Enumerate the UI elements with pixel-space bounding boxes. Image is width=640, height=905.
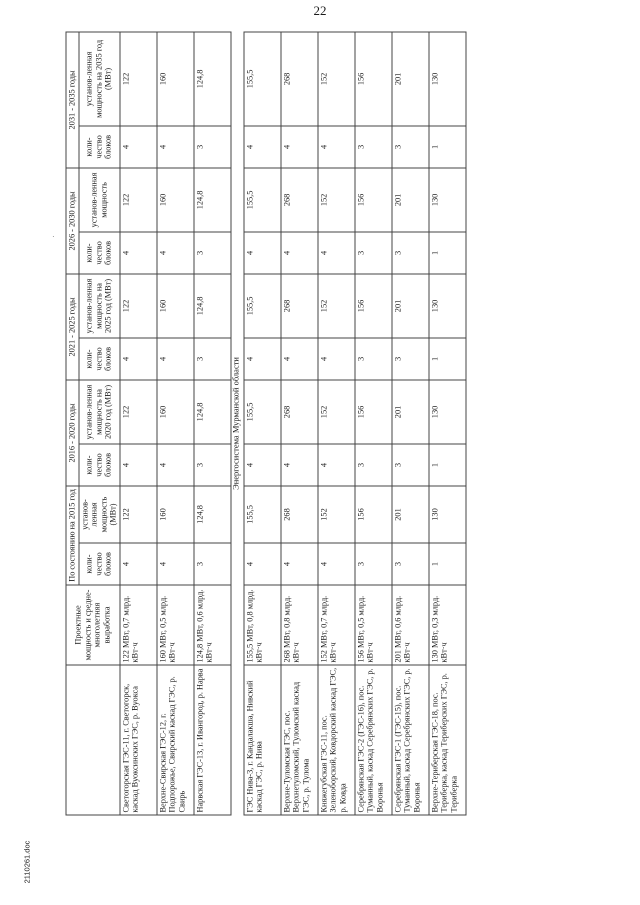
blank-cell — [465, 379, 488, 443]
cell-power: 160 — [156, 31, 193, 125]
cell-block-count: 3 — [391, 543, 428, 585]
header-group-2030: 2026 - 2030 годы — [66, 167, 79, 273]
blank-cell — [465, 543, 488, 585]
cell-power: 156 — [354, 31, 391, 125]
plant-design: 160 МВт, 0,5 млрд. кВт·ч — [156, 585, 193, 665]
plant-name: ГЭС Нива-3, г. Кандалакша, Нивский каскад ГЭС, р. Нива — [243, 665, 280, 815]
cell-power: 130 — [428, 167, 465, 231]
cell-block-count: 4 — [119, 231, 156, 273]
cell-power: 156 — [354, 379, 391, 443]
cell-block-count: 4 — [156, 231, 193, 273]
cell-block-count: 4 — [156, 125, 193, 167]
footer — [20, 836, 34, 888]
cell-block-count: 4 — [119, 543, 156, 585]
plant-name: Нарвская ГЭС-13, г. Ивангород, р. Нарва — [193, 665, 230, 815]
cell-power: 268 — [280, 273, 317, 337]
cell-block-count: 4 — [156, 443, 193, 485]
cell-power: 122 — [119, 485, 156, 542]
cell-power: 156 — [354, 485, 391, 542]
cell-power: 155,5 — [243, 379, 280, 443]
cell-power: 201 — [391, 31, 428, 125]
cell-power: 130 — [428, 273, 465, 337]
blank-cell — [465, 337, 488, 379]
plant-design: 122 МВт, 0,7 млрд. кВт·ч — [119, 585, 156, 665]
cell-block-count: 4 — [119, 125, 156, 167]
header-power: установ-ленная мощность (МВт) — [78, 485, 119, 542]
cell-power: 201 — [391, 379, 428, 443]
blank-cell — [465, 485, 488, 542]
header-power: установ-ленная мощность на 2020 год (МВт) — [78, 379, 119, 443]
cell-power: 268 — [280, 379, 317, 443]
region-row — [230, 31, 243, 814]
cell-block-count: 3 — [193, 443, 230, 485]
cell-block-count: 4 — [243, 337, 280, 379]
table-row — [428, 31, 465, 814]
cell-power: 152 — [317, 379, 354, 443]
table-row — [243, 31, 280, 814]
cell-power: 160 — [156, 273, 193, 337]
cell-block-count: 3 — [354, 543, 391, 585]
cell-power: 160 — [156, 379, 193, 443]
cell-block-count: 3 — [391, 125, 428, 167]
cell-block-count: 4 — [119, 337, 156, 379]
plant-design: 156 МВт, 0,5 млрд. кВт·ч — [354, 585, 391, 665]
header-count: коли-чество блоков — [78, 337, 119, 379]
cell-power: 268 — [280, 167, 317, 231]
cell-block-count: 1 — [428, 443, 465, 485]
blank-cell — [465, 273, 488, 337]
cell-block-count: 3 — [354, 125, 391, 167]
cell-power: 155,5 — [243, 167, 280, 231]
cell-power: 156 — [354, 167, 391, 231]
plant-name: Серебрянская ГЭС-2 (ГЭС-16), пос. Туманный, каскад Серебрянских ГЭС, р. Воронья — [354, 665, 391, 815]
cell-block-count: 3 — [193, 125, 230, 167]
cell-block-count: 4 — [317, 231, 354, 273]
cell-block-count: 4 — [280, 125, 317, 167]
table-row — [317, 31, 354, 814]
cell-power: 124,8 — [193, 31, 230, 125]
header-power: установ-ленная мощность — [78, 167, 119, 231]
plant-name: Верхне-Свирская ГЭС-12, г. Подпорожье, Свирский каскад ГЭС, р. Свирь — [156, 665, 193, 815]
table-row — [391, 31, 428, 814]
blank-cell — [465, 585, 488, 665]
header-design: Проектные мощность и средне-многолетняя выработка — [66, 585, 120, 665]
cell-block-count: 4 — [317, 337, 354, 379]
plant-design: 155,5 МВт, 0,8 млрд. кВт·ч — [243, 585, 280, 665]
cell-power: 268 — [280, 31, 317, 125]
cell-block-count: 4 — [280, 543, 317, 585]
margin-mark: · — [52, 232, 55, 241]
cell-block-count: 3 — [193, 337, 230, 379]
cell-power: 130 — [428, 485, 465, 542]
cell-block-count: 3 — [354, 337, 391, 379]
cell-power: 201 — [391, 485, 428, 542]
cell-block-count: 4 — [280, 231, 317, 273]
header-count: коли-чество блоков — [78, 443, 119, 485]
cell-power: 155,5 — [243, 273, 280, 337]
table-area — [65, 32, 625, 815]
cell-block-count: 4 — [156, 337, 193, 379]
cell-block-count: 4 — [317, 443, 354, 485]
cell-block-count: 4 — [243, 231, 280, 273]
cell-block-count: 3 — [391, 337, 428, 379]
cell-block-count: 1 — [428, 231, 465, 273]
plant-name: Серебрянская ГЭС-1 (ГЭС-15), пос. Туманный, каскад Серебрянских ГЭС, р. Воронья — [391, 665, 428, 815]
header-count: коли-чество блоков — [78, 543, 119, 585]
cell-power: 122 — [119, 31, 156, 125]
plant-name: Княжегубская ГЭС-11, пос. Зеленоборский, Ковдорский каскад ГЭС, р. Ковда — [317, 665, 354, 815]
cell-power: 130 — [428, 31, 465, 125]
cell-power: 160 — [156, 167, 193, 231]
table-row — [119, 31, 156, 814]
cell-block-count: 4 — [243, 125, 280, 167]
rotated-table-wrapper — [65, 32, 625, 815]
cell-block-count: 1 — [428, 125, 465, 167]
cell-block-count: 4 — [317, 543, 354, 585]
table-row — [354, 31, 391, 814]
blank-cell — [465, 125, 488, 167]
cell-block-count: 3 — [354, 443, 391, 485]
header-group-2025: 2021 - 2025 годы — [66, 273, 79, 379]
table-row — [280, 31, 317, 814]
header-count: коли-чество блоков — [78, 125, 119, 167]
cell-power: 124,8 — [193, 273, 230, 337]
cell-power: 152 — [317, 273, 354, 337]
blank-cell — [465, 443, 488, 485]
plant-design: 152 МВт, 0,7 млрд. кВт·ч — [317, 585, 354, 665]
cell-block-count: 4 — [243, 443, 280, 485]
cell-power: 152 — [317, 31, 354, 125]
cell-block-count: 4 — [243, 543, 280, 585]
cell-block-count: 1 — [428, 543, 465, 585]
cell-block-count: 4 — [119, 443, 156, 485]
blank-cell — [465, 31, 488, 125]
blank-cell — [465, 167, 488, 231]
cell-block-count: 3 — [391, 231, 428, 273]
plant-design: 201 МВт, 0,6 млрд. кВт·ч — [391, 585, 428, 665]
header-power: установ-ленная мощность на 2025 год (МВт) — [78, 273, 119, 337]
blank-cell — [465, 665, 488, 815]
cell-power: 155,5 — [243, 485, 280, 542]
cell-power: 160 — [156, 485, 193, 542]
cell-power: 152 — [317, 485, 354, 542]
header-group-2035: 2031 - 2035 годы — [66, 31, 79, 167]
cell-power: 268 — [280, 485, 317, 542]
cell-power: 152 — [317, 167, 354, 231]
header-group-2020: 2016 - 2020 годы — [66, 379, 79, 485]
plant-design: 268 МВт, 0,8 млрд. кВт·ч — [280, 585, 317, 665]
cell-power: 201 — [391, 273, 428, 337]
cell-power: 201 — [391, 167, 428, 231]
cell-power: 122 — [119, 167, 156, 231]
cell-power: 156 — [354, 273, 391, 337]
header-name-blank — [66, 665, 120, 815]
plant-design: 130 МВт, 0,3 млрд. кВт·ч — [428, 585, 465, 665]
footer-filename: 2110261.doc — [22, 840, 32, 884]
header-group-2015: По состоянию на 2015 год — [66, 485, 79, 584]
table-row — [156, 31, 193, 814]
cell-block-count: 4 — [280, 443, 317, 485]
table-row — [193, 31, 230, 814]
cell-power: 124,8 — [193, 379, 230, 443]
page-number: 22 — [313, 3, 327, 18]
cell-power: 122 — [119, 379, 156, 443]
cell-block-count: 4 — [317, 125, 354, 167]
cell-power: 122 — [119, 273, 156, 337]
plant-name: Верхне-Териберская ГЭС-18, пос. Териберка, каскад Териберских ГЭС, р. Териберка — [428, 665, 465, 815]
cell-block-count: 4 — [280, 337, 317, 379]
cell-block-count: 3 — [193, 543, 230, 585]
plant-name: Верхне-Туломская ГЭС, пос. Верхнетуломский, Туломский каскад ГЭС, р. Тулома — [280, 665, 317, 815]
plant-name: Светогорская ГЭС-11, г. Светогорск, каскад Вуоксинских ГЭС, р. Вуокса — [119, 665, 156, 815]
cell-block-count: 3 — [193, 231, 230, 273]
cell-block-count: 3 — [391, 443, 428, 485]
cell-block-count: 4 — [156, 543, 193, 585]
cell-power: 124,8 — [193, 485, 230, 542]
blank-row — [465, 31, 488, 814]
region-label: Энергосистема Мурманской области — [229, 356, 240, 490]
cell-power: 124,8 — [193, 167, 230, 231]
plant-design: 124,8 МВт, 0,6 млрд. кВт·ч — [193, 585, 230, 665]
cell-block-count: 3 — [354, 231, 391, 273]
hydro-plants-table — [65, 31, 488, 815]
header-count: коли-чество блоков — [78, 231, 119, 273]
cell-power: 155,5 — [243, 31, 280, 125]
blank-cell — [465, 231, 488, 273]
header-power: установ-ленная мощность на 2035 год (МВт) — [78, 31, 119, 125]
cell-block-count: 1 — [428, 337, 465, 379]
cell-power: 130 — [428, 379, 465, 443]
